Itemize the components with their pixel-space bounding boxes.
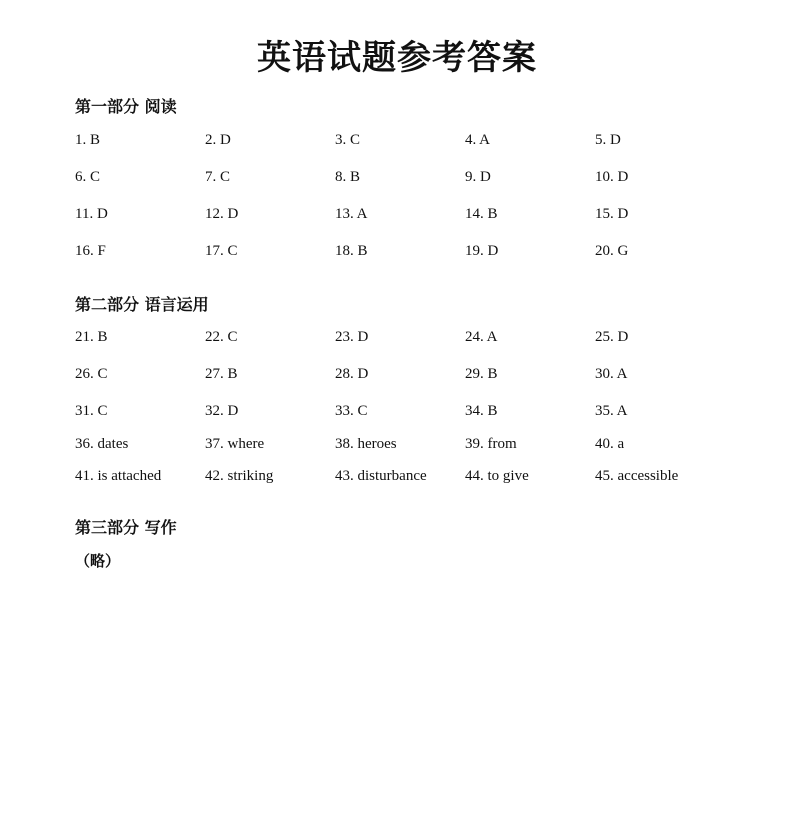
answer-item: 32. D	[205, 403, 239, 419]
answer-item: 8. B	[335, 169, 361, 185]
answer-row	[0, 206, 794, 230]
answer-item: 28. D	[335, 366, 369, 382]
answer-row	[0, 468, 794, 492]
answer-row	[0, 243, 794, 267]
answer-item: 36. dates	[75, 436, 129, 452]
answer-item: 31. C	[75, 403, 108, 419]
answer-item: 41. is attached	[75, 468, 162, 484]
answer-row	[0, 366, 794, 390]
answer-item: 30. A	[595, 366, 628, 382]
answer-item: 12. D	[205, 206, 239, 222]
answer-item: 37. where	[205, 436, 265, 452]
answer-item: 1. B	[75, 132, 101, 148]
answer-item: 10. D	[595, 169, 629, 185]
answer-item: 23. D	[335, 329, 369, 345]
answer-item: 29. B	[465, 366, 498, 382]
answer-item: 43. disturbance	[335, 468, 427, 484]
answer-item: 27. B	[205, 366, 238, 382]
answer-item: 38. heroes	[335, 436, 397, 452]
section-heading-reading: 第一部分 阅读	[75, 97, 177, 116]
answer-item: 26. C	[75, 366, 108, 382]
section-heading-writing: 第三部分 写作	[75, 518, 177, 537]
answer-item: 21. B	[75, 329, 108, 345]
answer-row	[0, 329, 794, 353]
answer-item: 40. a	[595, 436, 625, 452]
answer-item: 15. D	[595, 206, 629, 222]
answer-item: 22. C	[205, 329, 238, 345]
answer-item: 20. G	[595, 243, 629, 259]
answer-item: 44. to give	[465, 468, 529, 484]
answer-item: 14. B	[465, 206, 498, 222]
answer-item: 13. A	[335, 206, 368, 222]
answer-item: 24. A	[465, 329, 498, 345]
answer-item: 39. from	[465, 436, 517, 452]
answer-item: 4. A	[465, 132, 491, 148]
answer-item: 33. C	[335, 403, 368, 419]
answer-item: 2. D	[205, 132, 231, 148]
answer-item: 3. C	[335, 132, 361, 148]
answer-item: 25. D	[595, 329, 629, 345]
answer-item: 16. F	[75, 243, 106, 259]
answer-item: 6. C	[75, 169, 101, 185]
section-heading-language-use: 第二部分 语言运用	[75, 295, 209, 314]
answer-row	[0, 436, 794, 460]
page-title: 英语试题参考答案	[257, 38, 537, 78]
answer-item: 17. C	[205, 243, 238, 259]
answer-item: 9. D	[465, 169, 491, 185]
answer-item: 7. C	[205, 169, 231, 185]
answer-item: 42. striking	[205, 468, 274, 484]
answer-item: 45. accessible	[595, 468, 679, 484]
answer-row	[0, 169, 794, 193]
answer-item: 5. D	[595, 132, 621, 148]
answer-row	[0, 403, 794, 427]
writing-omitted-note: （略）	[75, 552, 121, 570]
answer-item: 35. A	[595, 403, 628, 419]
answer-item: 34. B	[465, 403, 498, 419]
answer-item: 18. B	[335, 243, 368, 259]
answer-item: 19. D	[465, 243, 499, 259]
answer-row	[0, 132, 794, 156]
answer-item: 11. D	[75, 206, 108, 222]
